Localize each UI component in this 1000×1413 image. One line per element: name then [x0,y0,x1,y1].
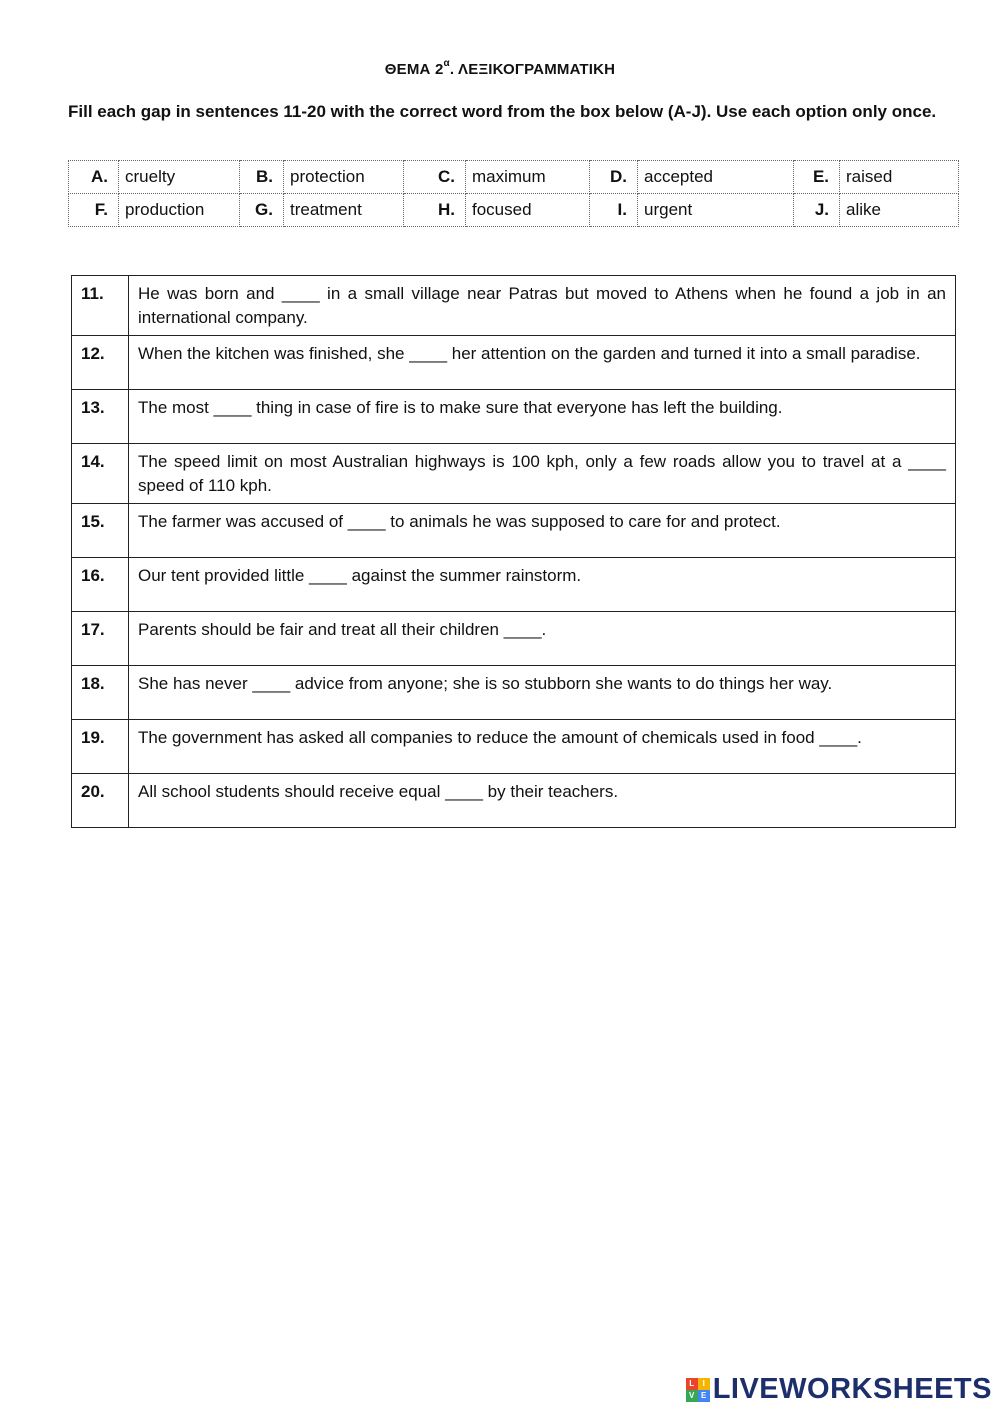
question-number: 14. [72,444,129,504]
logo-mark-letter: I [698,1378,710,1390]
option-word: maximum [466,161,590,194]
question-row [72,666,956,720]
question-text: He was born and ____ in a small village near Patras but moved to Athens when he found a job in an international company. [129,276,956,336]
question-row [72,612,956,666]
question-row [72,504,956,558]
question-row [72,720,956,774]
logo-mark-letter: V [686,1390,698,1402]
option-word: accepted [638,161,794,194]
question-row [72,774,956,828]
option-letter: F. [69,194,119,227]
option-word: raised [840,161,959,194]
option-letter: G. [240,194,284,227]
logo-mark-letter: E [698,1390,710,1402]
question-text: The speed limit on most Australian highways is 100 kph, only a few roads allow you to travel at a ____ speed of 110 kph. [129,444,956,504]
question-number: 11. [72,276,129,336]
logo-text: LIVEWORKSHEETS [712,1373,992,1405]
question-row [72,336,956,390]
title-superscript: α [443,58,450,69]
question-number: 17. [72,612,129,666]
option-letter: H. [404,194,466,227]
questions-table [71,275,956,828]
question-text: When the kitchen was finished, she ____ her attention on the garden and turned it into a small paradise. [129,336,956,390]
option-letter: I. [590,194,638,227]
question-number: 19. [72,720,129,774]
question-text: Parents should be fair and treat all their children ____. [129,612,956,666]
question-number: 20. [72,774,129,828]
question-number: 13. [72,390,129,444]
instructions: Fill each gap in sentences 11-20 with the correct word from the box below (A-J). Use each option only once. [68,102,937,121]
question-number: 16. [72,558,129,612]
question-number: 18. [72,666,129,720]
question-row [72,558,956,612]
question-number: 15. [72,504,129,558]
option-letter: A. [69,161,119,194]
option-word: treatment [284,194,404,227]
option-word: urgent [638,194,794,227]
option-letter: D. [590,161,638,194]
option-word: focused [466,194,590,227]
option-letter: J. [794,194,840,227]
option-word: alike [840,194,959,227]
option-letter: B. [240,161,284,194]
question-text: All school students should receive equal ____ by their teachers. [129,774,956,828]
option-letter: C. [404,161,466,194]
option-word: production [119,194,240,227]
logo-mark-letter: L [686,1378,698,1390]
question-text: The most ____ thing in case of fire is to make sure that everyone has left the building. [129,390,956,444]
question-row [72,444,956,504]
question-number: 12. [72,336,129,390]
question-text: Our tent provided little ____ against the summer rainstorm. [129,558,956,612]
logo-mark-icon [686,1378,710,1402]
option-word: cruelty [119,161,240,194]
question-text: She has never ____ advice from anyone; she is so stubborn she wants to do things her way. [129,666,956,720]
word-bank-table [68,160,959,227]
question-row [72,390,956,444]
liveworksheets-logo[interactable] [686,1373,992,1406]
question-text: The farmer was accused of ____ to animals he was supposed to care for and protect. [129,504,956,558]
page-title: ΘΕΜΑ $2^\alpha$. ΛΕΞΙΚΟΓΡΑΜΜΑΤΙΚΗ [384,58,616,78]
option-word: protection [284,161,404,194]
option-letter: E. [794,161,840,194]
question-row [72,276,956,336]
question-text: The government has asked all companies to reduce the amount of chemicals used in food ____. [129,720,956,774]
